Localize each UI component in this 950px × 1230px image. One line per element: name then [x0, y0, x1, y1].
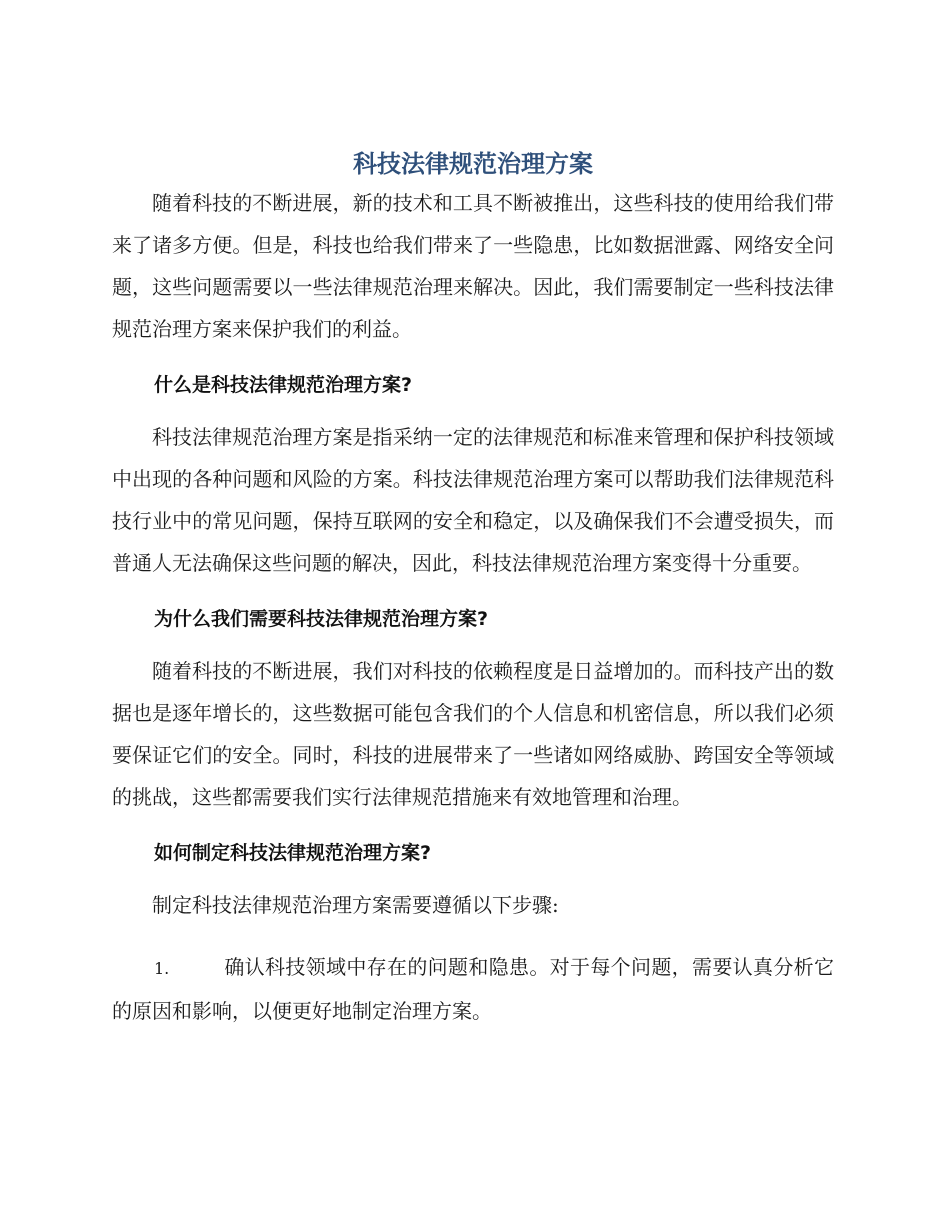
spacer: [112, 584, 834, 598]
section-heading-what: 什么是科技法律规范治理方案?: [154, 374, 413, 396]
spacer: [112, 350, 834, 364]
section-body-why: 随着科技的不断进展，我们对科技的依赖程度是日益增加的。而科技产出的数据也是逐年增长的，这些数据可能包含我们的个人信息和机密信息，所以我们必须要保证它们的安全。同时，科技的进展带来了一些诸如网络威胁、跨国安全等领域的挑战，这些都需要我们实行法律规范措施来有效地管理和治理。: [112, 659, 834, 809]
document-title: 科技法律规范治理方案: [353, 150, 593, 178]
spacer: [112, 818, 834, 832]
list-item: [112, 946, 834, 1032]
spacer: [112, 874, 834, 884]
section-heading-how: 如何制定科技法律规范治理方案?: [154, 842, 432, 864]
list-item-text: 确认科技领域中存在的问题和隐患。对于每个问题，需要认真分析它的原因和影响，以便更好地制定治理方案。: [112, 955, 834, 1023]
spacer: [112, 406, 834, 416]
intro-paragraph: 随着科技的不断进展，新的技术和工具不断被推出，这些科技的使用给我们带来了诸多方便。但是，科技也给我们带来了一些隐患，比如数据泄露、网络安全问题，这些问题需要以一些法律规范治理来解决。因此，我们需要制定一些科技法律规范治理方案来保护我们的利益。: [112, 191, 834, 341]
section-body-how: 制定科技法律规范治理方案需要遵循以下步骤:: [152, 893, 559, 917]
section-heading-why: 为什么我们需要科技法律规范治理方案?: [154, 608, 489, 630]
list-item-number: 1.: [154, 959, 170, 978]
spacer: [112, 640, 834, 650]
spacer: [112, 926, 834, 946]
document-content: [112, 146, 834, 1032]
section-body-what: 科技法律规范治理方案是指采纳一定的法律规范和标准来管理和保护科技领域中出现的各种问题和风险的方案。科技法律规范治理方案可以帮助我们法律规范科技行业中的常见问题，保持互联网的安全和稳定，以及确保我们不会遭受损失，而普通人无法确保这些问题的解决，因此，科技法律规范治理方案变得十分重要。: [112, 425, 834, 575]
